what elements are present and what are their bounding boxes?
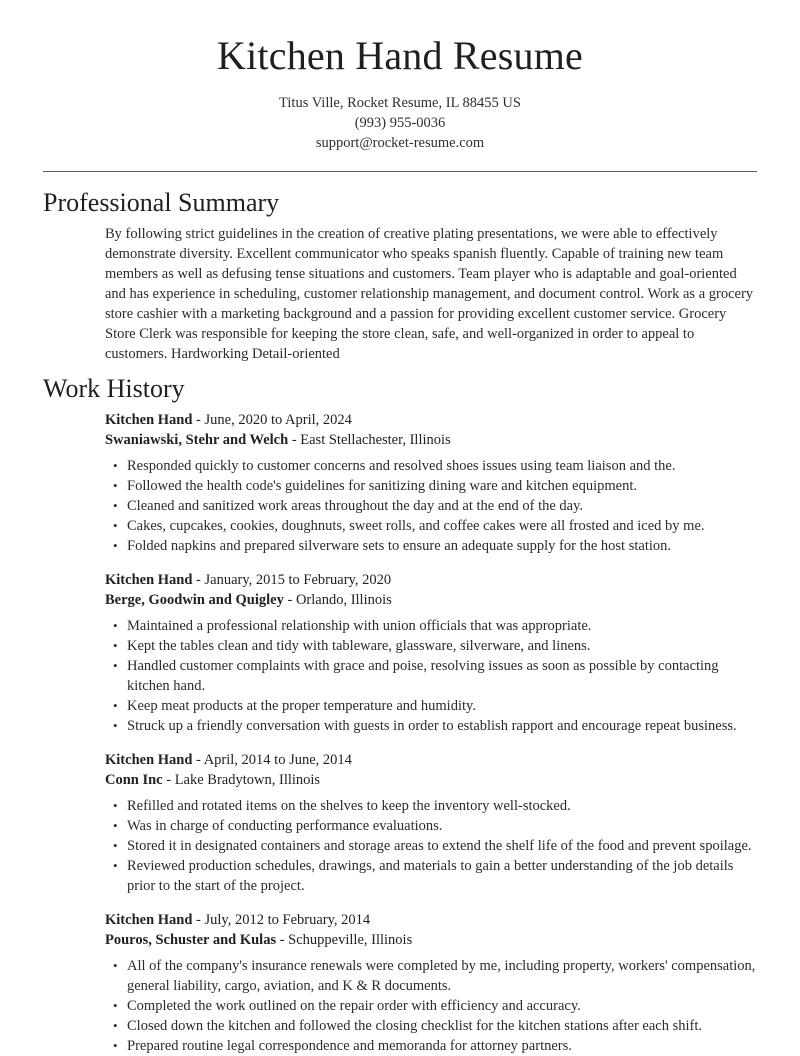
job-title-line <box>105 750 757 770</box>
job-title: Kitchen Hand <box>105 911 193 928</box>
job-title-line <box>105 910 757 930</box>
job-bullet: • Responded quickly to customer concerns and resolved shoes issues using team liaison and the. <box>105 456 757 476</box>
resume-header <box>43 0 757 172</box>
summary-text: By following strict guidelines in the creation of creative plating presentations, we were able to effectively demonstrate diversity. Excellent communicator who speaks spanish fluently. Capable of training new team members as well as defusing tense situations and customers. Team player who is adaptable and goal-oriented and has experience in scheduling, customer relationship management, and document control. Work as a grocery store cashier with a marketing background and a passion for providing excellent customer service. Grocery Store Clerk was responsible for keeping the store clean, safe, and well-organized in order to appeal to customers. Hardworking Detail-oriented <box>105 225 754 362</box>
job-company: Conn Inc <box>105 771 163 788</box>
work-history-body <box>43 410 757 1056</box>
job-dates: - April, 2014 to June, 2014 <box>192 751 352 768</box>
professional-summary-section <box>43 188 757 364</box>
job-bullet-list <box>105 956 757 1056</box>
job-bullet: • Completed the work outlined on the repair order with efficiency and accuracy. <box>105 996 757 1016</box>
job-location: - East Stellachester, Illinois <box>288 431 451 448</box>
work-history-section <box>43 374 757 1056</box>
job-title: Kitchen Hand <box>105 411 193 428</box>
job-location: - Schuppeville, Illinois <box>276 931 413 948</box>
job-company-line <box>105 430 757 450</box>
work-history-entry <box>105 570 757 736</box>
job-title: Kitchen Hand <box>105 571 193 588</box>
job-title: Kitchen Hand <box>105 751 193 768</box>
job-bullet: • Was in charge of conducting performance evaluations. <box>105 816 757 836</box>
job-bullet-list <box>105 796 757 896</box>
job-location: - Lake Bradytown, Illinois <box>162 771 321 788</box>
job-company: Pouros, Schuster and Kulas <box>105 931 277 948</box>
page-title: Kitchen Hand Resume <box>217 33 583 78</box>
job-bullet: • Closed down the kitchen and followed the closing checklist for the kitchen stations after each shift. <box>105 1016 757 1036</box>
job-bullet: • Struck up a friendly conversation with guests in order to establish rapport and encourage repeat business. <box>105 716 757 736</box>
job-bullet-list <box>105 616 757 736</box>
work-history-entry <box>105 750 757 896</box>
job-bullet: • Kept the tables clean and tidy with tableware, glassware, silverware, and linens. <box>105 636 757 656</box>
job-bullet: • Stored it in designated containers and storage areas to extend the shelf life of the food and prevent spoilage. <box>105 836 757 856</box>
job-bullet: • Folded napkins and prepared silverware sets to ensure an adequate supply for the host station. <box>105 536 757 556</box>
job-company-line <box>105 770 757 790</box>
contact-phone: (993) 955-0036 <box>354 114 446 131</box>
work-history-entry <box>105 910 757 1056</box>
job-dates: - July, 2012 to February, 2014 <box>192 911 371 928</box>
contact-address: Titus Ville, Rocket Resume, IL 88455 US <box>279 94 521 111</box>
job-bullet: • Cakes, cupcakes, cookies, doughnuts, sweet rolls, and coffee cakes were all frosted and iced by me. <box>105 516 757 536</box>
job-location: - Orlando, Illinois <box>283 591 392 608</box>
work-history-entry <box>105 410 757 556</box>
job-bullet: • Keep meat products at the proper temperature and humidity. <box>105 696 757 716</box>
summary-body <box>43 224 757 364</box>
job-bullet: • Followed the health code's guidelines for sanitizing dining ware and kitchen equipment. <box>105 476 757 496</box>
header-divider <box>43 171 757 172</box>
job-title-line <box>105 410 757 430</box>
job-bullet: • Maintained a professional relationship with union officials that was appropriate. <box>105 616 757 636</box>
job-bullet: • Reviewed production schedules, drawings, and materials to gain a better understanding of the job details prior to the start of the project. <box>105 856 757 896</box>
job-bullet: • Handled customer complaints with grace and poise, resolving issues as soon as possible by contacting kitchen hand. <box>105 656 757 696</box>
job-bullet: • Prepared routine legal correspondence and memoranda for attorney partners. <box>105 1036 757 1056</box>
job-bullet: • Cleaned and sanitized work areas throughout the day and at the end of the day. <box>105 496 757 516</box>
job-dates: - January, 2015 to February, 2020 <box>192 571 392 588</box>
contact-email: support@rocket-resume.com <box>315 134 485 151</box>
job-company-line <box>105 590 757 610</box>
job-company-line <box>105 930 757 950</box>
section-heading-work-history: Work History <box>43 373 185 403</box>
section-heading-summary: Professional Summary <box>43 187 280 217</box>
job-company: Swaniawski, Stehr and Welch <box>105 431 289 448</box>
job-bullet-list <box>105 456 757 556</box>
job-dates: - June, 2020 to April, 2024 <box>192 411 352 428</box>
job-bullet: • Refilled and rotated items on the shelves to keep the inventory well-stocked. <box>105 796 757 816</box>
job-company: Berge, Goodwin and Quigley <box>105 591 284 608</box>
job-bullet: • All of the company's insurance renewals were completed by me, including property, workers' compensation, general liability, cargo, aviation, and K & R documents. <box>105 956 757 996</box>
job-title-line <box>105 570 757 590</box>
